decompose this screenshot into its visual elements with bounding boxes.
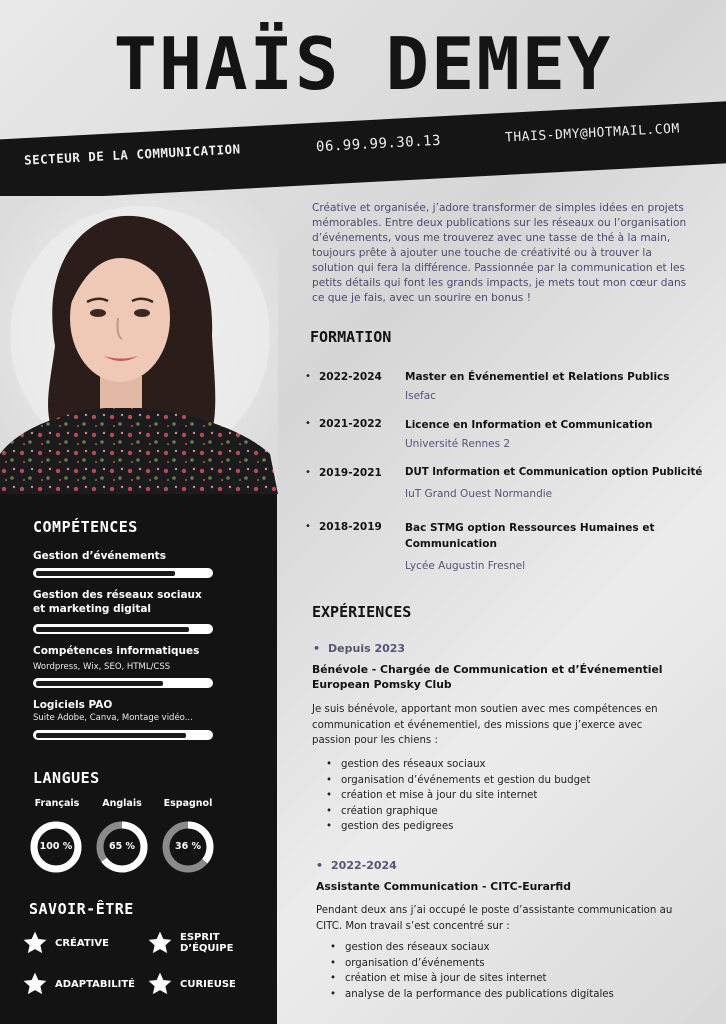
experience-date: • Depuis 2023 — [313, 642, 405, 655]
skill-label: Compétences informatiques — [33, 645, 200, 657]
sector-label: SECTEUR DE LA COMMUNICATION — [23, 141, 241, 168]
quality-item — [22, 971, 135, 997]
education-years: 2022-2024 — [319, 371, 382, 383]
email-address: THAIS-DMY@HOTMAIL.COM — [504, 121, 681, 146]
bullet: • — [305, 418, 311, 429]
task-item: • création et mise à jour de sites internet — [330, 971, 614, 987]
quality-label: CRÉATIVE — [55, 937, 109, 949]
language-percent: 100 % — [39, 841, 73, 852]
task-item: • gestion des pedigrees — [326, 819, 590, 835]
skill-bar — [33, 624, 213, 634]
experiences-heading: EXPÉRIENCES — [312, 603, 412, 621]
quality-item — [22, 930, 109, 956]
task-item: • organisation d’événements et gestion du budget — [326, 773, 590, 789]
quality-item — [147, 930, 233, 956]
language-name: Français — [34, 798, 80, 809]
skill-bar — [33, 730, 213, 740]
education-years: 2019-2021 — [319, 467, 382, 479]
phone-number: 06.99.99.30.13 — [315, 132, 442, 156]
skill-label: Gestion des réseaux sociaux et marketing digital — [33, 589, 202, 615]
star-icon — [147, 930, 173, 956]
skill-detail: Suite Adobe, Canva, Montage vidéo... — [33, 713, 193, 723]
skill-bar — [33, 568, 213, 578]
language-name: Espagnol — [163, 798, 213, 809]
education-years: 2018-2019 — [319, 521, 382, 533]
savoir-etre-heading: SAVOIR-ÊTRE — [29, 900, 134, 918]
education-school: Isefac — [405, 390, 436, 402]
experience-title: Assistante Communication - CITC-Eurarfid — [316, 880, 571, 893]
task-item: • création graphique — [326, 804, 590, 820]
candidate-name: THAÏS DEMEY — [113, 22, 613, 106]
task-item: • gestion des réseaux sociaux — [330, 940, 614, 956]
task-item: • analyse de la performance des publications digitales — [330, 987, 614, 1003]
star-icon — [22, 930, 48, 956]
experience-description: Je suis bénévole, apportant mon soutien avec mes compétences en communication et événementiel, des missions que j’exerce avec passion pour les chiens : — [312, 704, 658, 746]
task-item: • création et mise à jour du site internet — [326, 788, 590, 804]
about-paragraph: Créative et organisée, j’adore transformer de simples idées en projets mémorables. Entre deux publications sur les réseaux ou l’organisation d’événements, vous me trouverez avec une tasse de thé à la main, toujours prête à ajouter une touche de créativité ou à trouver la solution qui fera la différence. Passionnée par la communication et les petits détails qui font les grands impacts, je mets tout mon cœur dans ce que je fais, avec un sourire en bonus ! — [312, 202, 687, 304]
education-title: Bac STMG option Ressources Humaines et Communication — [405, 522, 655, 550]
experience-description: Pendant deux ans j’ai occupé le poste d’assistante communication au CITC. Mon travail s’est concentré sur : — [316, 905, 673, 932]
task-item: • gestion des réseaux sociaux — [326, 757, 590, 773]
bullet: • — [305, 521, 311, 532]
star-icon — [147, 971, 173, 997]
education-title: Master en Événementiel et Relations Publics — [405, 371, 670, 383]
education-title: Licence en Information et Communication — [405, 419, 653, 431]
competences-heading: COMPÉTENCES — [33, 518, 138, 536]
bullet: • — [305, 371, 311, 382]
language-name: Anglais — [102, 798, 142, 809]
experience-task-list — [330, 940, 614, 1002]
quality-label: CURIEUSE — [180, 978, 236, 990]
sidebar — [0, 494, 277, 1024]
education-years: 2021-2022 — [319, 418, 382, 430]
skill-label: Gestion d’événements — [33, 550, 166, 562]
quality-item — [147, 971, 236, 997]
quality-label: ESPRIT D’ÉQUIPE — [180, 932, 234, 954]
education-school: IuT Grand Ouest Normandie — [405, 488, 553, 500]
langues-heading: LANGUES — [33, 769, 100, 787]
language-percent: 36 % — [174, 841, 202, 852]
education-title: DUT Information et Communication option Publicité — [405, 467, 703, 478]
star-icon — [22, 971, 48, 997]
skill-bar — [33, 678, 213, 688]
formation-heading: FORMATION — [310, 328, 392, 346]
language-percent: 65 % — [108, 841, 136, 852]
education-school: Lycée Augustin Fresnel — [405, 560, 526, 572]
skill-label: Logiciels PAO — [33, 699, 113, 711]
experience-title: Bénévole - Chargée de Communication et d’Événementiel European Pomsky Club — [312, 663, 663, 691]
bullet: • — [305, 467, 311, 478]
skill-detail: Wordpress, Wix, SEO, HTML/CSS — [33, 662, 171, 672]
task-item: • organisation d’événements — [330, 956, 614, 972]
experience-task-list — [326, 757, 590, 835]
experience-date: • 2022-2024 — [316, 859, 397, 872]
quality-label: ADAPTABILITÉ — [55, 978, 135, 990]
profile-photo — [0, 196, 278, 494]
education-school: Université Rennes 2 — [405, 438, 511, 450]
